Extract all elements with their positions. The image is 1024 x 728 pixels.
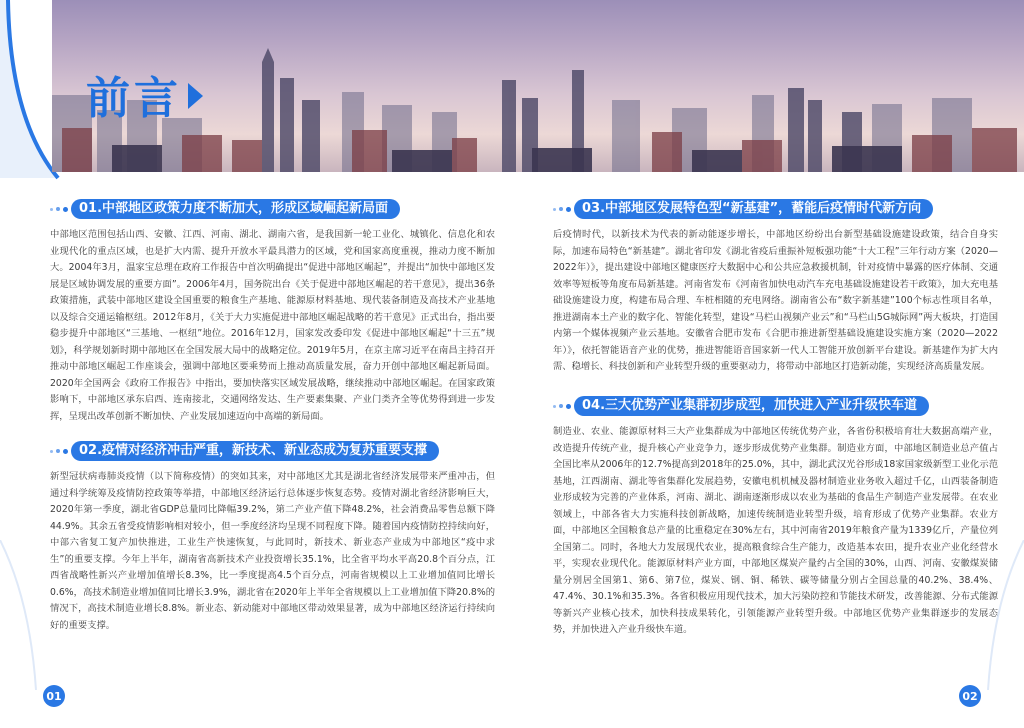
section-3	[553, 199, 998, 376]
section-heading	[50, 199, 495, 219]
page-title-group	[86, 62, 203, 126]
section-heading-label: 04.三大优势产业集群初步成型，加快进入产业升级快车道	[574, 396, 929, 416]
section-4	[553, 396, 998, 639]
section-heading-label: 01.中部地区政策力度不断加大，形成区域崛起新局面	[71, 199, 400, 219]
bottom-left-decorative-curve	[0, 540, 40, 690]
section-heading	[50, 441, 495, 461]
left-decorative-curve	[0, 0, 60, 180]
bottom-right-decorative-curve	[984, 540, 1024, 690]
section-heading	[553, 396, 998, 416]
arrow-right-icon	[188, 83, 203, 109]
section-paragraph: 新型冠状病毒肺炎疫情（以下简称疫情）的突如其来，对中部地区尤其是湖北省经济发展带来严重冲击，但通过科学统筹及疫情防控政策等举措，中部地区经济运行总体逐步恢复态势。疫情对湖北省经济影响巨大，2020年第一季度，湖北省GDP总量同比降幅39.2%，第二产业产值下降48.2%，社会消费品零售总额下降44.9%。其余五省受疫情影响相对较小，但一季度经济均呈现不同程度下降。随着国内疫情防控持续向好，中部六省复工复产加快推进，工业生产快速恢复，与此同时，新技术、新业态产业成为中部地区“疫中求生”的重要支撑。今年上半年，湖南省高新技术产业投资增长35.1%，比全省平均水平高20.8个百分点，江西省战略性新兴产业增加值增长8.3%，比一季度提高4.5个百分点，河南省规模以上工业增加值同比增长0.6%，高技术制造业增加值同比增长3.9%，湖北省在2020年上半年全省规模以上工业增加值下降20.8%的情况下，高技术制造业增长8.8%。新业态、新动能对中部地区带动效果显著，成为中部地区经济运行持续向好的重要支撑。	[50, 471, 495, 631]
dots-decoration-icon	[50, 449, 68, 454]
section-1	[50, 199, 495, 425]
section-paragraph: 后疫情时代，以新技术为代表的新动能逐步增长，中部地区纷纷出台新型基础设施建设政策，结合自身实际，加速布局特色“新基建”。湖北省印发《湖北省疫后重振补短板强功能“十大工程”三年行动方案（2020—2022年）》，提出建设中部地区健康医疗大数据中心和公共应急救援机制，针对疫情中暴露的医疗体制、交通效率等短板等角度布局新基建。河南省发布《河南省加快电动汽车充电基础设施建设若干政策》，加大充电基础设施建设力度，构建布局合理、车桩相随的充电网络。湖南省公布“数字新基建”100个标志性项目名单，推进湖南本土产业的数字化、智能化转型，建设“马栏山视频产业云”和“马栏山5G城际网”两大板块，打造国内第一个媒体视频产业云基地。安徽省合肥市发布《合肥市推进新型基础设施建设实施方案（2020—2022年）》，依托智能语音产业的优势，推进智能语音国家新一代人工智能开放创新平台建设。新基建作为扩大内需、稳增长、科技创新和产业转型升级的重要驱动力，将带动中部地区打造新动能，实现经济高质量发展。	[553, 229, 998, 372]
section-heading	[553, 199, 998, 219]
section-paragraph: 制造业、农业、能源原材料三大产业集群成为中部地区传统优势产业，各省份积极培育壮大数据高端产业，改造提升传统产业，提升核心产业竞争力，逐步形成优势产业集群。制造业方面，中部地区制造业总产值占全国比率从2006年的12.7%提高到2018年的25.0%，其中，湖北武汉光谷形成18家国家级新型工业化示范基地，江西湖南、湖北等省集群化发展趋势，安徽电机机械及器材制造业业务收入超过千亿，山西装备制造业形成较为完善的产业体系，河南、湖北、湖南逐渐形成以农业为基础的食品生产制造产业发展带。在农业领域上，中部各省大力实施科技创新战略，加速传统制造业转型升级，培育形成了优势产业集群。农业方面，中部地区全国粮食总产量的比重稳定在30%左右，其中河南省2019年粮食产量为1339亿斤，产量位列全国第二。同时，各地大力发展现代农业，提高粮食综合生产能力，改造基本农田，提升农业产业化经营水平，实现农业现代化。能源原材料产业方面，中部地区煤炭产量约占全国的30%，山西、河南、安徽煤炭储量分别居全国第1、第6、第7位，煤炭、钢、铜、稀铁、碳等储量分别占全国总量的40.2%、38.4%、47.4%、30.1%和35.3%。各省积极应用现代技术，加大污染防控和节能技术研发，改善能源、分布式能源等新兴产业核心技术，加快科技成果转化，引领能源产业转型升级。中部地区优势产业集群逐步的发展态势，并加快进入产业升级快车道。	[553, 426, 998, 635]
section-heading-label: 03.中部地区发展特色型“新基建”，蓄能后疫情时代新方向	[574, 199, 933, 219]
dots-decoration-icon	[50, 207, 68, 212]
page-number-right: 02	[959, 685, 981, 707]
dots-decoration-icon	[553, 404, 571, 409]
page-title: 前言	[86, 73, 182, 124]
page-number-left: 01	[43, 685, 65, 707]
dots-decoration-icon	[553, 207, 571, 212]
section-2	[50, 441, 495, 634]
section-heading-label: 02.疫情对经济冲击严重，新技术、新业态成为复苏重要支撑	[71, 441, 439, 461]
section-paragraph: 中部地区范围包括山西、安徽、江西、河南、湖北、湖南六省，是我国新一轮工业化、城镇化、信息化和农业现代化的重点区域，也是扩大内需、提升开放水平最具潜力的区域，党和国家高度重视，推动力度不断加大。2004年3月，温家宝总理在政府工作报告中首次明确提出“促进中部地区崛起”，并提出“加快中部地区发展是区域协调发展的重要方面”。2006年4月，国务院出台《关于促进中部地区崛起的若干意见》，提出36条政策措施，武装中部地区建设全国重要的粮食生产基地、能源原材料基地、现代装备制造及高技术产业基地以及综合交通运输枢纽。2012年8月，《关于大力实施促进中部地区崛起战略的若干意见》正式出台，指出要稳步提升中部地区“三基地、一枢纽”地位。2016年12月，国家发改委印发《促进中部地区崛起“十三五”规划》，科学规划新时期中部地区在全国发展大局中的战略定位。2019年5月，在京主席习近平在南昌主持召开推动中部地区崛起工作座谈会，强调中部地区要乘势而上推动高质量发展，奋力开创中部地区崛起新局面。2020年全国两会《政府工作报告》中指出，要加快落实区域发展战略，继续推动中部地区崛起。在国家政策影响下，中部地区承东启西、连南接北，交通网络发达、生产要素集聚、产业门类齐全等优势得到进一步发挥，呈现出改革创新不断加快、产业发展加速迈向中高端的新局面。	[50, 229, 495, 422]
